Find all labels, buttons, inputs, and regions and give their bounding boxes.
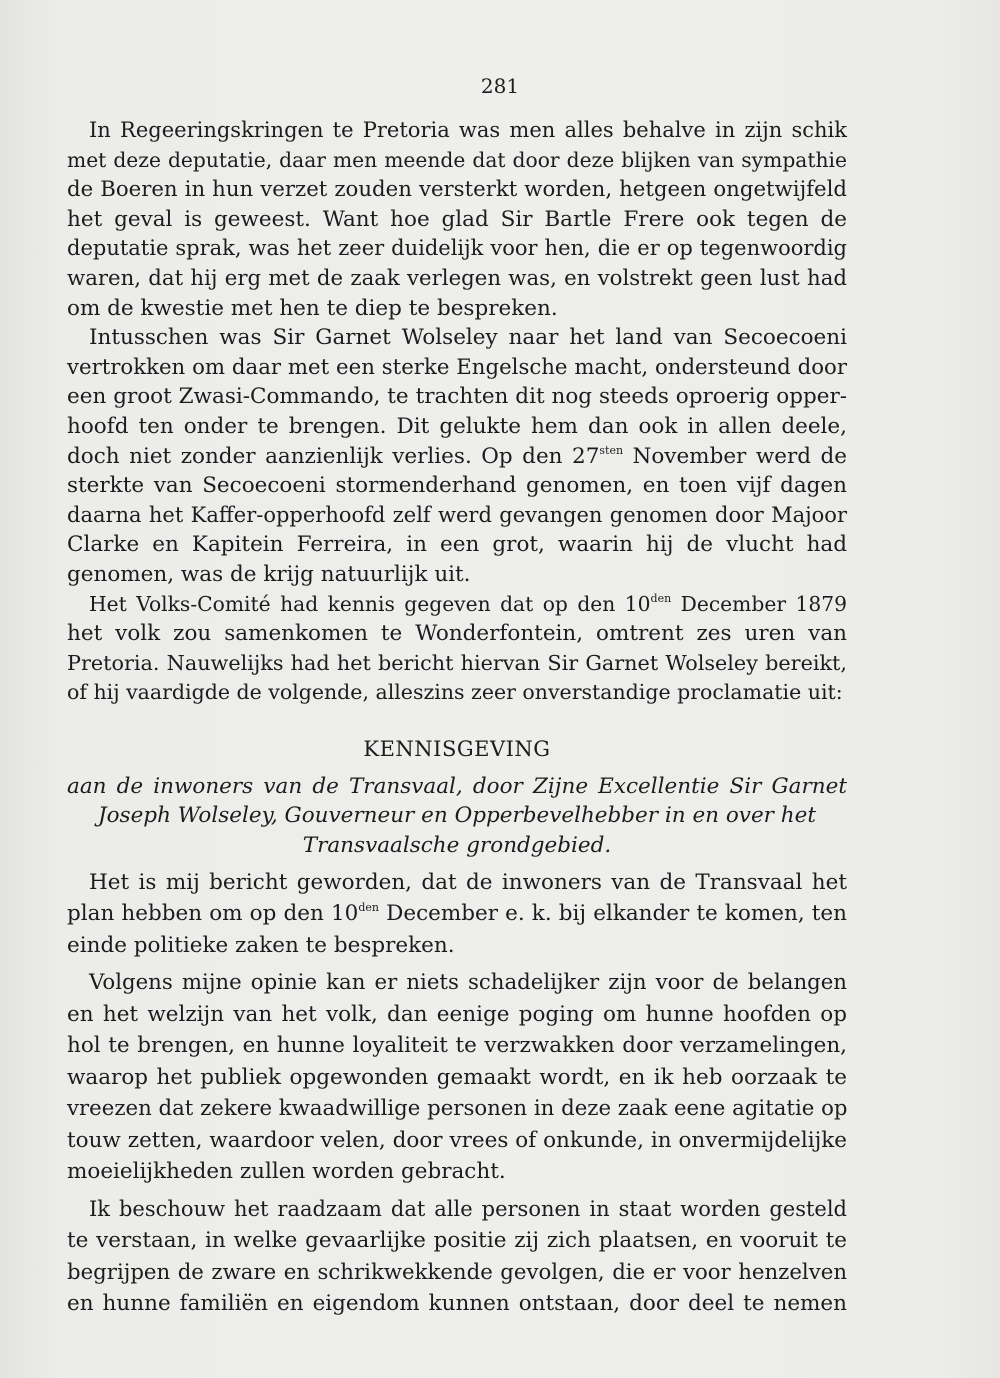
proclamation-heading: KENNISGEVING — [363, 736, 551, 761]
text-line: en het welzijn van het volk, dan eenige poging om hunne hoofden op — [67, 1001, 847, 1027]
text-line: te verstaan, in welke gevaarlijke positie zij zich plaatsen, en vooruit te — [67, 1228, 847, 1254]
text-line: of hij vaardigde de volgende, alleszins zeer onverstandige proclamatie uit: — [67, 680, 843, 705]
text-line: Volgens mijne opinie kan er niets schadelijker zijn voor de belangen — [89, 970, 847, 996]
text-line: waren, dat hij erg met de zaak verlegen was, en volstrekt geen lust had — [67, 265, 847, 291]
page-number: 281 — [480, 74, 520, 98]
text-line: de Boeren in hun verzet zouden versterkt worden, hetgeen ongetwijfeld — [67, 177, 847, 203]
text-line: het volk zou samenkomen te Wonderfontein, omtrent zes uren van — [67, 621, 847, 647]
text-line: om de kwestie met hen te diep te bespreken. — [67, 295, 558, 321]
body-text — [67, 116, 847, 1320]
subtitle-line: Joseph Wolseley, Gouverneur en Opperbevelhebber in en over het — [97, 803, 816, 829]
text-line: In Regeeringskringen te Pretoria was men alles behalve in zijn schik — [89, 118, 847, 142]
text-line: sterkte van Secoecoeni stormenderhand genomen, en toen vijf dagen — [67, 473, 847, 499]
text-line: einde politieke zaken te bespreken. — [67, 932, 455, 958]
text-line: waarop het publiek opgewonden gemaakt wordt, en ik heb oorzaak te — [67, 1064, 847, 1090]
text-line: het geval is geweest. Want hoe glad Sir Bartle Frere ook tegen de — [67, 206, 847, 232]
ordinal-suffix: sten — [599, 443, 624, 457]
text-line: hoofd ten onder te brengen. Dit gelukte hem dan ook in allen deele, — [67, 413, 847, 439]
text-line: Clarke en Kapitein Ferreira, in een grot, waarin hij de vlucht had — [67, 532, 847, 558]
ordinal-suffix: den — [358, 901, 379, 915]
text-line: vreezen dat zekere kwaadwillige personen in deze zaak eene agitatie op — [67, 1096, 848, 1122]
text-line: een groot Zwasi-Commando, te trachten dit nog steeds oproerig opper- — [67, 384, 847, 410]
text-line: met deze deputatie, daar men meende dat door deze blijken van sympathie — [67, 147, 847, 172]
text-line: deputatie sprak, was het zeer duidelijk voor hen, die er op tegenwoordig — [67, 236, 847, 261]
text-line: Ik beschouw het raadzaam dat alle personen in staat worden gesteld — [89, 1196, 847, 1221]
text-line: touw zetten, waardoor velen, door vrees of onkunde, in onvermijdelijke — [67, 1127, 847, 1153]
text-line: genomen, was de krijg natuurlijk uit. — [67, 561, 471, 587]
paragraph-3 — [67, 590, 847, 708]
text-line — [67, 590, 847, 620]
text-line — [67, 442, 847, 472]
paragraph-6 — [67, 1194, 847, 1320]
text-line: Intusschen was Sir Garnet Wolseley naar het land van Secoecoeni — [89, 325, 847, 351]
paragraph-2 — [67, 323, 847, 589]
text-line: begrijpen de zware en schrikwekkende gevolgen, die er voor henzelven — [67, 1259, 847, 1285]
paragraph-5 — [67, 967, 847, 1188]
text-line: vertrokken om daar met een sterke Engelsche macht, ondersteund door — [67, 354, 847, 380]
proclamation-subtitle — [67, 772, 847, 861]
text-segment: Het Volks-Comité had kennis gegeven dat op den 10 — [89, 591, 651, 616]
text-line — [67, 898, 847, 930]
text-segment: plan hebben om op den 10 — [67, 901, 359, 927]
proclamation-body — [67, 867, 847, 1320]
text-line: daarna het Kaffer-opperhoofd zelf werd gevangen genomen door Majoor — [67, 502, 847, 527]
paragraph-1 — [67, 116, 847, 323]
text-segment: doch niet zonder aanzienlijk verlies. Op den 27 — [67, 443, 600, 469]
subtitle-line: Transvaalsche grondgebied. — [302, 833, 612, 859]
text-segment: December 1879 — [671, 591, 847, 616]
text-line: Pretoria. Nauwelijks had het bericht hiervan Sir Garnet Wolseley bereikt, — [67, 650, 847, 675]
text-line: en hunne familiën en eigendom kunnen ontstaan, door deel te nemen — [67, 1291, 847, 1317]
text-line: moeielijkheden zullen worden gebracht. — [67, 1159, 506, 1185]
text-segment: November werd de — [623, 443, 847, 469]
text-line: hol te brengen, en hunne loyaliteit te verzwakken door verzamelingen, — [67, 1033, 847, 1059]
text-segment: December e. k. bij elkander te komen, ten — [378, 901, 847, 927]
text-line: Het is mij bericht geworden, dat de inwoners van de Transvaal het — [89, 869, 847, 895]
paragraph-4 — [67, 867, 847, 962]
ordinal-suffix: den — [650, 591, 672, 605]
subtitle-line: aan de inwoners van de Transvaal, door Zijne Excellentie Sir Garnet — [67, 773, 847, 799]
